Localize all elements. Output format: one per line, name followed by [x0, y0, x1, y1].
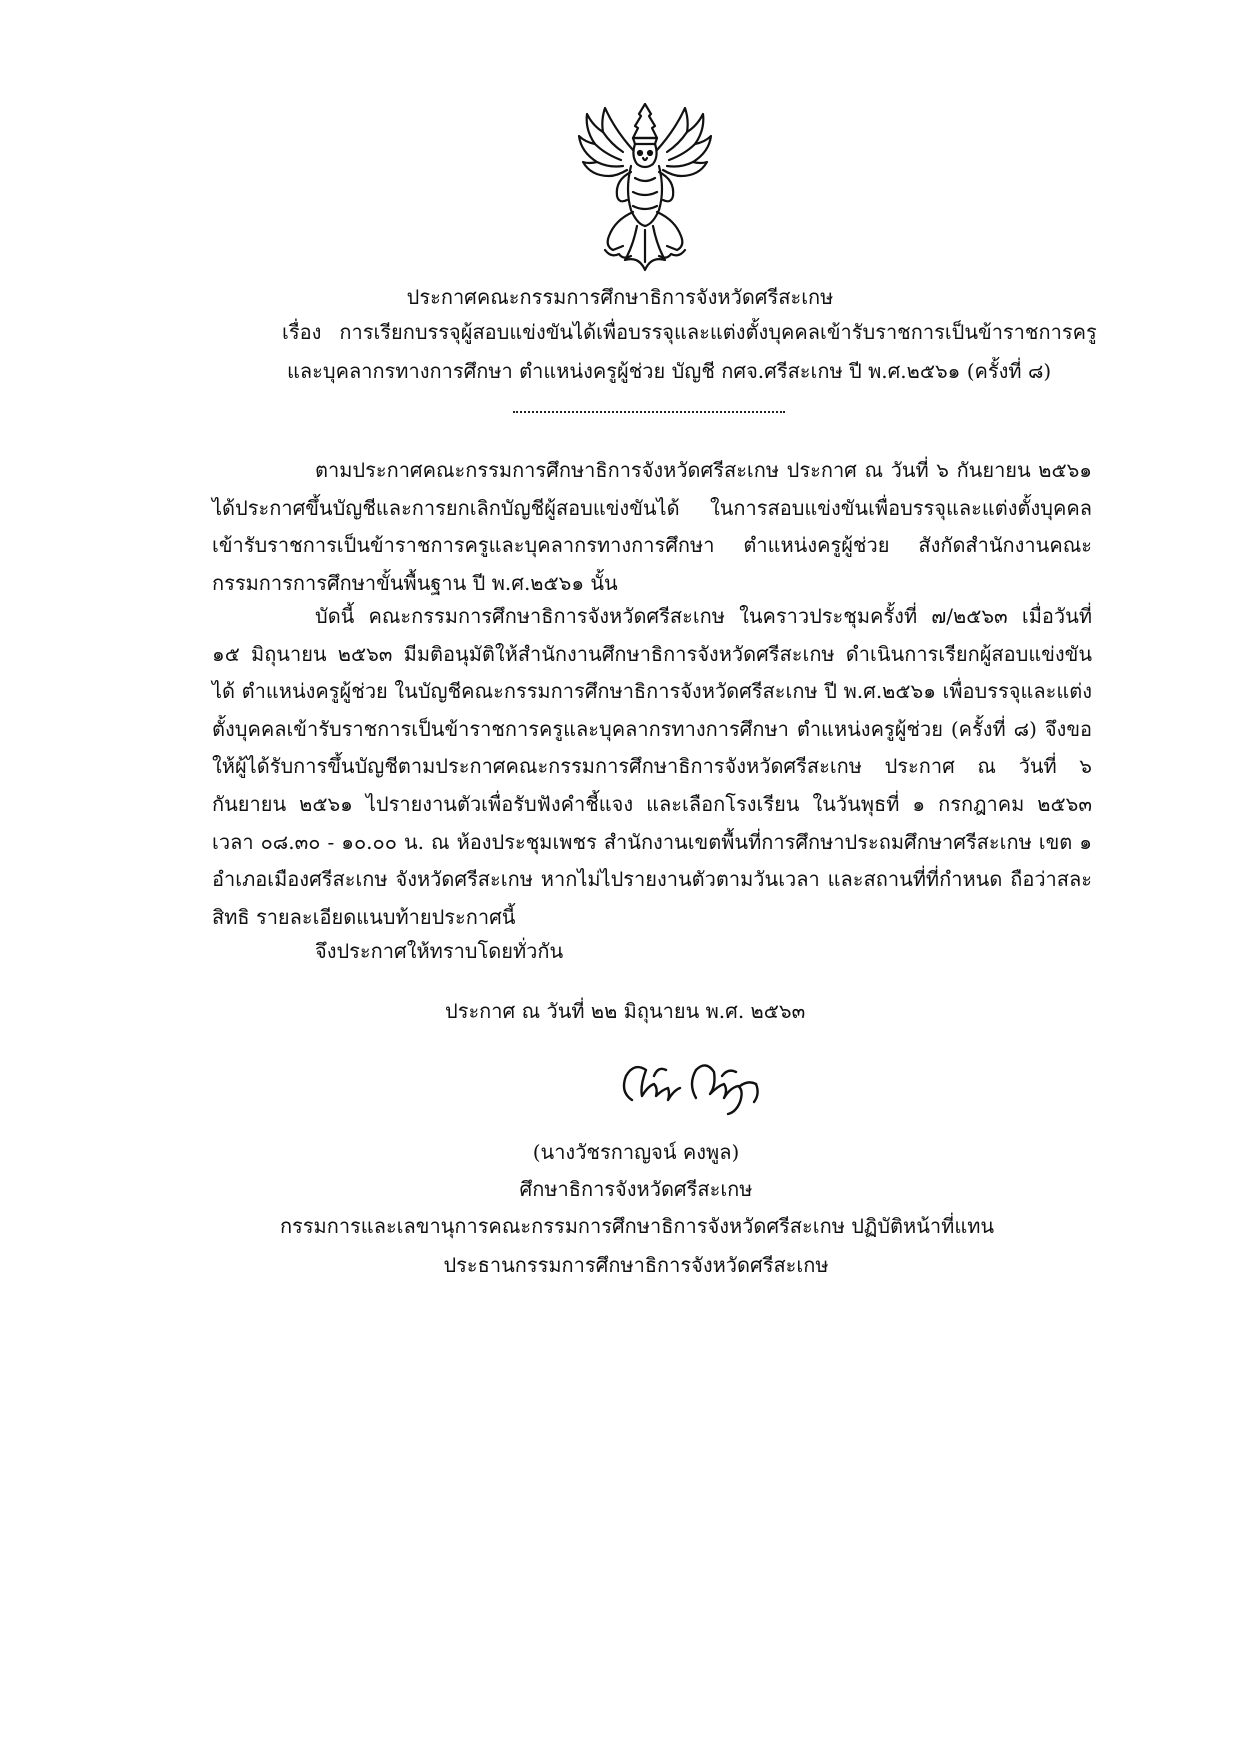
signatory-name: (นางวัชรกาญจน์ คงพูล) — [532, 1140, 740, 1164]
signatory-position-1: ศึกษาธิการจังหวัดศรีสะเกษ — [519, 1177, 753, 1201]
garuda-emblem-icon — [575, 100, 715, 275]
closing-statement: จึงประกาศให้ทราบโดยทั่วกัน — [315, 939, 564, 963]
subject-text-line2: และบุคลากรทางการศึกษา ตำแหน่งครูผู้ช่วย บัญชี กศจ.ศรีสะเกษ ปี พ.ศ.๒๕๖๑ (ครั้งที่ ๘) — [287, 359, 1052, 383]
subject-line — [282, 318, 1097, 346]
signatory-position-3: ประธานกรรมการศึกษาธิการจังหวัดศรีสะเกษ — [443, 1253, 829, 1277]
signatory-position-2: กรรมการและเลขานุการคณะกรรมการศึกษาธิการจังหวัดศรีสะเกษ ปฏิบัติหน้าที่แทน — [279, 1214, 995, 1238]
subject-text-line1: การเรียกบรรจุผู้สอบแข่งขันได้เพื่อบรรจุและแต่งตั้งบุคคลเข้ารับราชการเป็นข้าราชการครู — [339, 320, 1097, 344]
announcement-date: ประกาศ ณ วันที่ ๒๒ มิถุนายน พ.ศ. ๒๕๖๓ — [445, 999, 806, 1023]
body-paragraph-1: ตามประกาศคณะกรรมการศึกษาธิการจังหวัดศรีสะเกษ ประกาศ ณ วันที่ ๖ กันยายน ๒๕๖๑ ได้ประกาศขึ้นบัญชีและการยกเลิกบัญชีผู้สอบแข่งขันได้ ในการสอบแข่งขันเพื่อบรรจุและแต่งตั้งบุคคลเข้ารับราชการเป็นข้าราชการครูและบุคลากรทางการศึกษา ตำแหน่งครูผู้ช่วย สังกัดสำนักงานคณะกรรมการการศึกษาขั้นพื้นฐาน ปี พ.ศ.๒๕๖๑ นั้น — [212, 458, 1092, 595]
body-paragraph-2: บัดนี้ คณะกรรมการศึกษาธิการจังหวัดศรีสะเกษ ในคราวประชุมครั้งที่ ๗/๒๕๖๓ เมื่อวันที่ ๑๕ มิถุนายน ๒๕๖๓ มีมติอนุมัติให้สำนักงานศึกษาธิการจังหวัดศรีสะเกษ ดำเนินการเรียกผู้สอบแข่งขันได้ ตำแหน่งครูผู้ช่วย ในบัญชีคณะกรรมการศึกษาธิการจังหวัดศรีสะเกษ ปี พ.ศ.๒๕๖๑ เพื่อบรรจุและแต่งตั้งบุคคลเข้ารับราชการเป็นข้าราชการครูและบุคลากรทางการศึกษา ตำแหน่งครูผู้ช่วย (ครั้งที่ ๘) จึงขอให้ผู้ได้รับการขึ้นบัญชีตามประกาศคณะกรรมการศึกษาธิการจังหวัดศรีสะเกษ ประกาศ ณ วันที่ ๖ กันยายน ๒๕๖๑ ไปรายงานตัวเพื่อรับฟังคำชี้แจง และเลือกโรงเรียน ในวันพุธที่ ๑ กรกฎาคม ๒๕๖๓ เวลา ๐๘.๓๐ - ๑๐.๐๐ น. ณ ห้องประชุมเพชร สำนักงานเขตพื้นที่การศึกษาประถมศึกษาศรีสะเกษ เขต ๑ อำเภอเมืองศรีสะเกษ จังหวัดศรีสะเกษ หากไม่ไปรายงานตัวตามวันเวลา และสถานที่ที่กำหนด ถือว่าสละสิทธิ รายละเอียดแนบท้ายประกาศนี้ — [212, 604, 1092, 929]
subject-label: เรื่อง — [282, 320, 322, 344]
dotted-divider — [513, 411, 785, 413]
handwritten-signature — [610, 1040, 790, 1120]
announcement-title: ประกาศคณะกรรมการศึกษาธิการจังหวัดศรีสะเกษ — [406, 285, 834, 309]
